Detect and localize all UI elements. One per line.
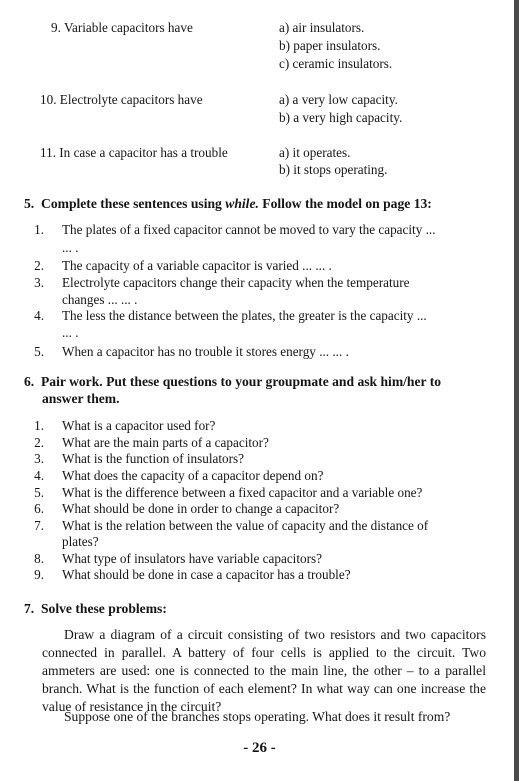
question-9-option-a: a) air insulators. <box>279 20 365 35</box>
ex6-item-9-number: 9. <box>34 567 44 582</box>
ex5-item-3-line-1: Electrolyte capacitors change their capacity when the temperature <box>62 275 410 290</box>
ex6-item-7-line-1: What is the relation between the value of capacity and the distance of <box>62 518 429 533</box>
ex5-item-4-number: 4. <box>34 308 44 323</box>
ex5-item-3-number: 3. <box>34 275 44 290</box>
ex5-item-3-line-2: changes ... ... . <box>62 292 138 307</box>
exercise-7-heading-text: Solve these problems: <box>41 601 167 616</box>
exercise-6-heading-line-2: answer them. <box>42 391 120 406</box>
question-11-option-b: b) it stops operating. <box>279 162 388 177</box>
ex6-item-3-number: 3. <box>34 451 44 466</box>
exercise-5-number: 5. <box>24 196 35 211</box>
ex6-item-6-number: 6. <box>34 501 44 516</box>
ex5-item-2-line-1: The capacity of a variable capacitor is varied ... ... . <box>62 258 332 273</box>
ex6-item-7-number: 7. <box>34 518 44 533</box>
ex5-item-4-line-2: ... . <box>62 325 79 340</box>
ex5-item-2-number: 2. <box>34 258 44 273</box>
question-9-option-b: b) paper insulators. <box>279 38 381 53</box>
ex5-item-5-line-1: When a capacitor has no trouble it stores energy ... ... . <box>62 344 349 359</box>
ex6-item-5-line-1: What is the difference between a fixed capacitor and a variable one? <box>62 485 423 500</box>
exercise-5-heading-start: Complete these sentences using <box>41 196 226 211</box>
ex6-item-6-line-1: What should be done in order to change a capacitor? <box>62 501 340 516</box>
exercise-7-problem-2: Suppose one of the branches stops operating. What does it result from? <box>64 709 451 724</box>
ex6-item-4-number: 4. <box>34 468 44 483</box>
exercise-5-heading <box>24 195 432 212</box>
exercise-5-heading-keyword: while. <box>225 196 259 211</box>
ex5-item-4-line-1: The less the distance between the plates, the greater is the capacity ... <box>62 308 427 323</box>
question-10-stem: 10. Electrolyte capacitors have <box>40 92 203 107</box>
exercise-5-heading-end: Follow the model on page 13: <box>258 196 432 211</box>
question-9-option-c: c) ceramic insulators. <box>279 56 393 71</box>
ex6-item-8-number: 8. <box>34 551 44 566</box>
ex6-item-1-number: 1. <box>34 418 44 433</box>
ex6-item-3-line-1: What is the function of insulators? <box>62 451 245 466</box>
ex6-item-7-line-2: plates? <box>62 534 99 549</box>
question-11-option-a: a) it operates. <box>279 145 351 160</box>
exercise-7-number: 7. <box>24 601 35 616</box>
exercise-7-problem-1: Draw a diagram of a circuit consisting of two resistors and two capacitors connected in parallel. A battery of four cells is applied to the circuit. Two ammeters are used: one is connected to the main line, the other – to a parallel branch. What is the function of each element? In what way can one increase the value of resistance in the circuit? <box>42 627 486 714</box>
ex6-item-2-number: 2. <box>34 435 44 450</box>
ex6-item-2-line-1: What are the main parts of a capacitor? <box>62 435 269 450</box>
exercise-7-heading <box>24 600 167 617</box>
page-edge-shadow <box>514 0 519 781</box>
question-10-option-a: a) a very low capacity. <box>279 92 398 107</box>
ex6-item-4-line-1: What does the capacity of a capacitor depend on? <box>62 468 324 483</box>
ex5-item-1-number: 1. <box>34 222 44 237</box>
ex6-item-8-line-1: What type of insulators have variable capacitors? <box>62 551 322 566</box>
question-11-stem: 11. In case a capacitor has a trouble <box>40 145 228 160</box>
exercise-6-heading-text: Pair work. Put these questions to your groupmate and ask him/her to <box>41 374 442 389</box>
page-number: - 26 - <box>243 740 276 756</box>
exercise-6-number: 6. <box>24 374 35 389</box>
ex5-item-5-number: 5. <box>34 344 44 359</box>
question-10-option-b: b) a very high capacity. <box>279 110 403 125</box>
ex6-item-1-line-1: What is a capacitor used for? <box>62 418 216 433</box>
ex6-item-9-line-1: What should be done in case a capacitor has a trouble? <box>62 567 351 582</box>
ex5-item-1-line-1: The plates of a fixed capacitor cannot be moved to vary the capacity ... <box>62 222 436 237</box>
exercise-6-heading-line-1 <box>24 373 441 390</box>
ex6-item-5-number: 5. <box>34 485 44 500</box>
question-9-stem: 9. Variable capacitors have <box>51 20 193 35</box>
ex5-item-1-line-2: ... . <box>62 240 79 255</box>
